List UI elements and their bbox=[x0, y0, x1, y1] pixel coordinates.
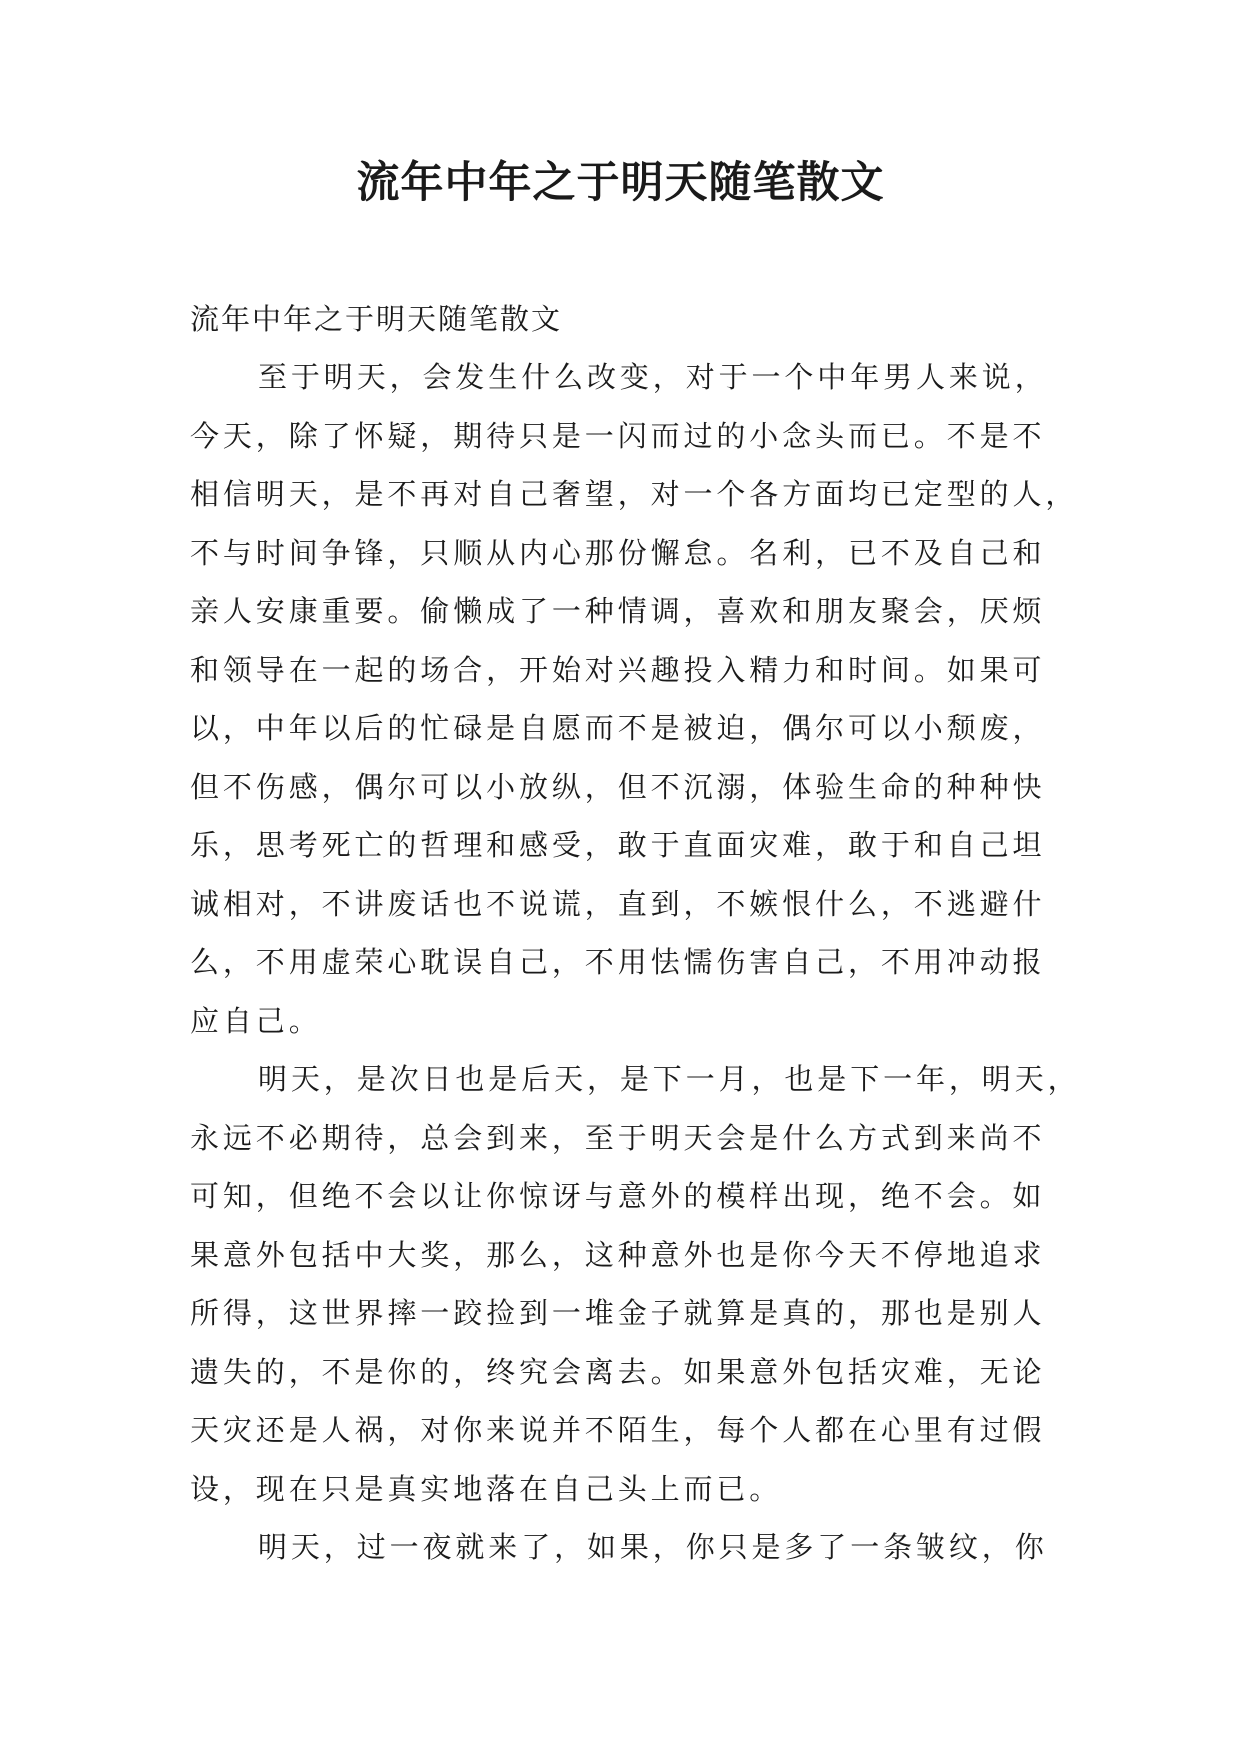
paragraph-line: 乐，思考死亡的哲理和感受，敢于直面灾难，敢于和自己坦 bbox=[190, 828, 1046, 862]
paragraph-line: 不与时间争锋，只顺从内心那份懈怠。名利，已不及自己和 bbox=[190, 535, 1046, 570]
paragraph-line: 天灾还是人祸，对你来说并不陌生，每个人都在心里有过假 bbox=[190, 1413, 1046, 1447]
document-title: 流年中年之于明天随笔散文 bbox=[356, 158, 885, 208]
paragraph-line: 但不伤感，偶尔可以小放纵，但不沉溺，体验生命的种种快 bbox=[190, 769, 1046, 804]
paragraph-line: 永远不必期待，总会到来，至于明天会是什么方式到来尚不 bbox=[190, 1120, 1046, 1155]
paragraph-line: 设，现在只是真实地落在自己头上而已。 bbox=[190, 1471, 783, 1506]
paragraph-2 bbox=[190, 1050, 1081, 1518]
paragraph-3 bbox=[190, 1518, 1075, 1577]
paragraph-line: 可知，但绝不会以让你惊讶与意外的模样出现，绝不会。如 bbox=[190, 1179, 1046, 1213]
paragraph-line: 和领导在一起的场合，开始对兴趣投入精力和时间。如果可 bbox=[190, 652, 1046, 687]
paragraph-line: 诚相对，不讲废话也不说谎，直到，不嫉恨什么，不逃避什 bbox=[190, 886, 1046, 921]
paragraph-line: 遗失的，不是你的，终究会离去。如果意外包括灾难，无论 bbox=[190, 1354, 1046, 1389]
paragraph-line: 明天，过一夜就来了，如果，你只是多了一条皱纹，你 bbox=[258, 1530, 1048, 1564]
paragraph-line: 果意外包括中大奖，那么，这种意外也是你今天不停地追求 bbox=[190, 1237, 1046, 1272]
paragraph-line: 亲人安康重要。偷懒成了一种情调，喜欢和朋友聚会，厌烦 bbox=[190, 594, 1046, 628]
paragraph-line: 么，不用虚荣心耽误自己，不用怯懦伤害自己，不用冲动报 bbox=[190, 945, 1046, 979]
document-subtitle: 流年中年之于明天随笔散文 bbox=[190, 302, 563, 336]
paragraph-line: 至于明天，会发生什么改变，对于一个中年男人来说， bbox=[258, 360, 1048, 394]
paragraph-1 bbox=[190, 348, 1079, 1050]
paragraph-line: 所得，这世界摔一跤捡到一堆金子就算是真的，那也是别人 bbox=[190, 1296, 1046, 1330]
paragraph-line: 今天，除了怀疑，期待只是一闪而过的小念头而已。不是不 bbox=[190, 418, 1046, 453]
paragraph-line: 应自己。 bbox=[190, 1003, 322, 1038]
paragraph-line: 相信明天，是不再对自己奢望，对一个各方面均已定型的人， bbox=[190, 477, 1079, 511]
paragraph-line: 以，中年以后的忙碌是自愿而不是被迫，偶尔可以小颓废， bbox=[190, 711, 1046, 745]
paragraph-line: 明天，是次日也是后天，是下一月，也是下一年，明天， bbox=[258, 1062, 1081, 1096]
